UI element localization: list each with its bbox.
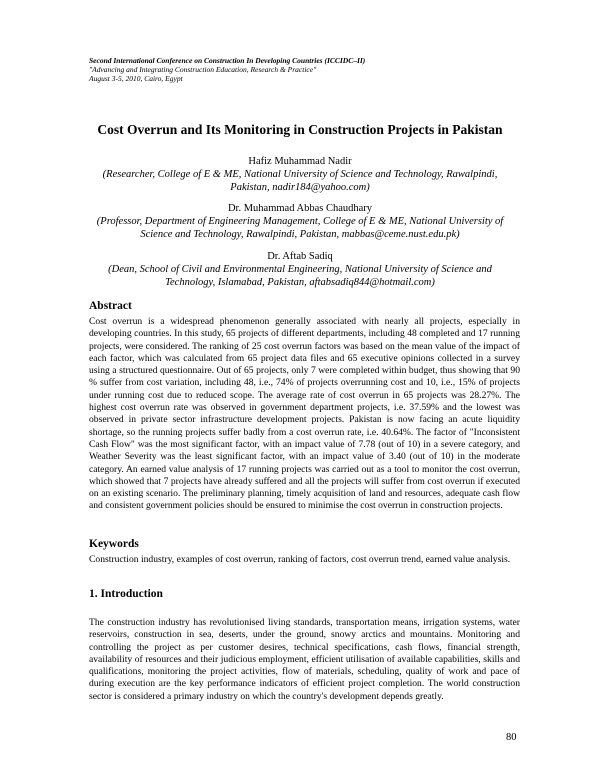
introduction-section [89, 617, 520, 703]
keywords-heading: Keywords [89, 538, 139, 550]
keywords-section [89, 538, 520, 566]
author-affiliation: (Dean, School of Civil and Environmental Engineering, National University of Science and Technology, Islamabad, Pakistan, aftabsadiq844@hotmail.com) [108, 264, 492, 288]
paper-title: Cost Overrun and Its Monitoring in Construction Projects in Pakistan [97, 122, 503, 137]
author-block [85, 155, 515, 194]
author-block [85, 202, 515, 241]
introduction-text: The construction industry has revolutionised living standards, transportation means, irrigation systems, water reservoirs, construction in sea, deserts, under the ground, snowy arctics and mountains. Monitoring and controlling the project as per customer desires, technical specifications, cash flows, financial strength, availability of resources and their judicious employment, efficient utilisation of available capabilities, skills and qualifications, monitoring the project activities, flow of materials, scheduling, quality of work and pace of during execution are the key performance indicators of efficient project completion. The world construction sector is considered a primary industry on which the country's development depends greatly. [89, 617, 520, 702]
page-number: 80 [506, 732, 517, 743]
conference-theme: "Advancing and Integrating Construction Education, Research & Practice" [89, 65, 317, 74]
author-block [85, 250, 515, 289]
keywords-text: Construction industry, examples of cost overrun, ranking of factors, cost overrun trend, earned value analysis. [89, 554, 511, 565]
abstract-heading: Abstract [89, 300, 132, 312]
conference-header [89, 56, 519, 83]
conference-dates: August 3-5, 2010, Cairo, Egypt [89, 74, 183, 83]
author-affiliation: (Professor, Department of Engineering Management, College of E & ME, National University of Science and Technology, Rawalpindi, Pakistan, mabbas@ceme.nust.edu.pk) [96, 216, 504, 240]
author-name: Dr. Aftab Sadiq [267, 251, 333, 262]
abstract-section [89, 300, 520, 513]
abstract-text: Cost overrun is a widespread phenomenon generally associated with nearly all projects, especially in developing countries. In this study, 65 projects of different departments, including 48 completed and 17 running projects, were considered. The ranking of 25 cost overrun factors was based on the mean value of the impact of each factor, which was calculated from 65 project data files and 65 executive opinions collected in a survey using a structured questionnaire. Out of 65 projects, only 7 were completed within budget, thus showing that 90 % suffer from cost variation, including 48, i.e., 74% of projects overrunning cost and 10, i.e., 15% of projects under running cost due to reduced scope. The average rate of cost overrun in 65 projects was 28.27%. The highest cost overrun rate was observed in government department projects, i.e. 37.59% and the lowest was observed in private sector infrastructure development projects. Pakistan is now facing an acute liquidity shortage, so the running projects suffer badly from a cost overrun rate, i.e. 40.64%. The factor of "Inconsistent Cash Flow" was the most significant factor, with an impact value of 7.78 (out of 10) in a severe category, and Weather Severity was the least significant factor, with an impact value of 3.40 (out of 10) in the moderate category. An earned value analysis of 17 running projects was carried out as a tool to monitor the cost overrun, which showed that 7 projects have already suffered and all the projects will suffer from cost overrun if executed on an existing scenario. The preliminary planning, timely acquisition of land and resources, adequate cash flow and consistent government policies should be ensured to minimise the cost overrun in construction projects. [89, 316, 520, 512]
introduction-heading-block [89, 588, 520, 604]
conference-name: Second International Conference on Construction In Developing Countries (ICCIDC–II) [89, 56, 366, 65]
author-name: Hafiz Muhammad Nadir [248, 156, 352, 167]
author-affiliation: (Researcher, College of E & ME, National University of Science and Technology, Rawalpindi, Pakistan, nadir184@yahoo.com) [102, 169, 498, 193]
author-name: Dr. Muhammad Abbas Chaudhary [227, 203, 373, 214]
introduction-heading: 1. Introduction [89, 588, 163, 600]
